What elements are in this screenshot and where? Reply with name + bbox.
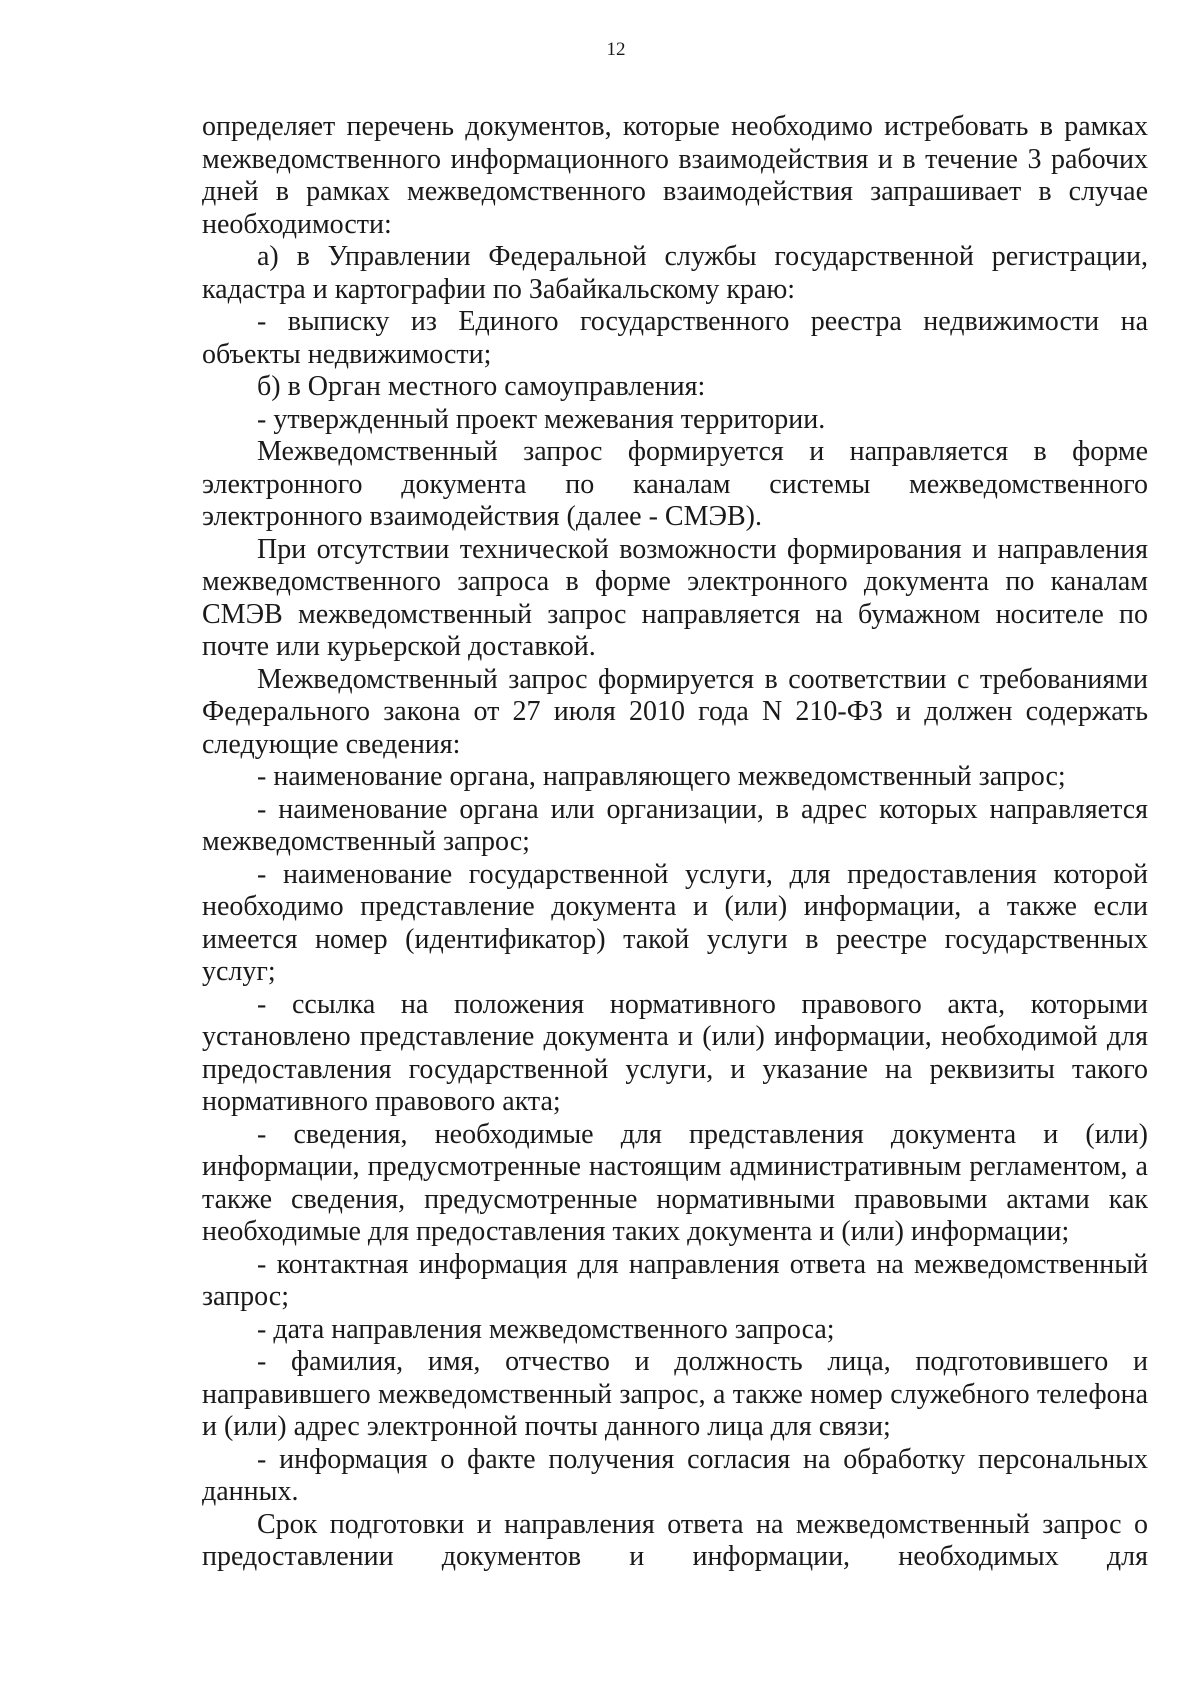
paragraph: - дата направления межведомственного запроса; xyxy=(257,1313,835,1345)
paragraph: Межведомственный запрос формируется и направляется в форме электронного документа по каналам системы межведомственного электронного взаимодействия (далее - СМЭВ). xyxy=(202,436,1148,532)
paragraph: - наименование государственной услуги, для предоставления которой необходимо представление документа и (или) информации, а также если имеется номер (идентификатор) такой услуги в реестре государственных услуг; xyxy=(202,858,1148,987)
page-number: 12 xyxy=(606,39,626,60)
paragraph: - утвержденный проект межевания территории. xyxy=(257,403,826,435)
document-body xyxy=(202,111,1148,1574)
paragraph: - ссылка на положения нормативного правового акта, которыми установлено представление документа и (или) информации, необходимой для предоставления государственной услуги, и указание на реквизиты такого нормативного правового акта; xyxy=(202,988,1148,1117)
paragraph: Межведомственный запрос формируется в соответствии с требованиями Федерального закона от 27 июля 2010 года N 210-ФЗ и должен содержать следующие сведения: xyxy=(202,663,1148,760)
paragraph: - выписку из Единого государственного реестра недвижимости на объекты недвижимости; xyxy=(202,306,1148,370)
paragraph: - информация о факте получения согласия на обработку персональных данных. xyxy=(202,1443,1148,1507)
paragraph: При отсутствии технической возможности формирования и направления межведомственного запроса в форме электронного документа по каналам СМЭВ межведомственный запрос направляется на бумажном носителе по почте или курьерской доставкой. xyxy=(202,533,1148,662)
paragraph: - фамилия, имя, отчество и должность лица, подготовившего и направившего межведомственный запрос, а также номер служебного телефона и (или) адрес электронной почты данного лица для связи; xyxy=(202,1346,1148,1442)
paragraph: Срок подготовки и направления ответа на межведомственный запрос о предоставлении документов и информации, необходимых для xyxy=(202,1508,1148,1572)
paragraph: а) в Управлении Федеральной службы государственной регистрации, кадастра и картографии по Забайкальскому краю: xyxy=(202,241,1148,305)
paragraph: - контактная информация для направления ответа на межведомственный запрос; xyxy=(202,1248,1148,1312)
paragraph: - сведения, необходимые для представления документа и (или) информации, предусмотренные настоящим административным регламентом, а также сведения, предусмотренные нормативными правовыми актами как необходимые для предоставления таких документа и (или) информации; xyxy=(202,1118,1148,1247)
paragraph: - наименование органа или организации, в адрес которых направляется межведомственный запрос; xyxy=(202,793,1148,857)
paragraph: определяет перечень документов, которые необходимо истребовать в рамках межведомственного информационного взаимодействия и в течение 3 рабочих дней в рамках межведомственного взаимодействия запрашивает в случае необходимости: xyxy=(202,111,1148,240)
paragraph: - наименование органа, направляющего межведомственный запрос; xyxy=(257,761,1066,792)
paragraph: б) в Орган местного самоуправления: xyxy=(257,371,706,402)
